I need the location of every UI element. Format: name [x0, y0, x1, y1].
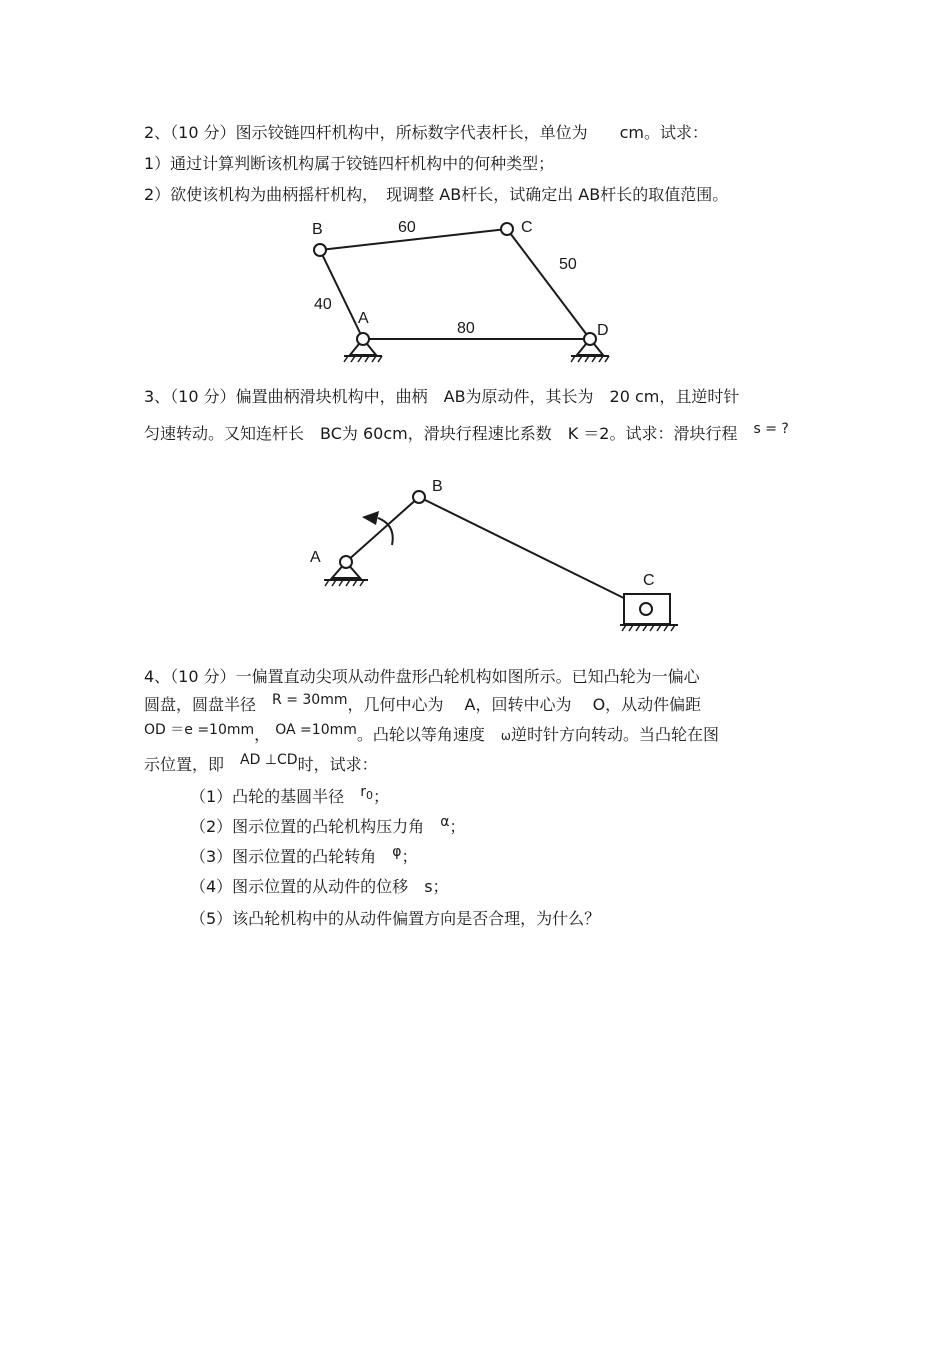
- q4-item-2: （2）图示位置的凸轮机构压力角 α；: [190, 814, 466, 836]
- length-ad: 80: [457, 320, 475, 337]
- length-bc: 60: [398, 219, 416, 236]
- q4-item-1: （1）凸轮的基圆半径 $r_0$；: [190, 784, 389, 806]
- q4-line-4: 示位置，即 AD ⊥CD时，试求：: [144, 752, 378, 774]
- joint-d: [584, 333, 596, 345]
- q3-line-2: 匀速转动。又知连杆长 BC为 60cm，滑块行程速比系数 K ＝2。试求：滑块行程 s = ?: [144, 421, 789, 443]
- joint-a: [340, 556, 352, 568]
- label-a: A: [310, 549, 321, 566]
- q4-line-1: 4、（10 分）一偏置直动尖项从动件盘形凸轮机构如图所示。已知凸轮为一偏心: [144, 667, 700, 686]
- q4-item-3: （3）图示位置的凸轮转角 φ；: [190, 844, 418, 866]
- label-d: D: [597, 322, 609, 339]
- four-bar-linkage-diagram: [290, 210, 630, 370]
- coupler-bc: [419, 497, 646, 609]
- joint-b: [413, 491, 425, 503]
- joint-c: [501, 223, 513, 235]
- q2-line-2: 1）通过计算判断该机构属于铰链四杆机构中的何种类型；: [144, 154, 555, 173]
- joint-c: [640, 603, 652, 615]
- link-ab: [320, 250, 363, 339]
- length-cd: 50: [559, 256, 577, 273]
- q2-line-1: 2、（10 分）图示铰链四杆机构中，所标数字代表杆长，单位为 cm。试求：: [144, 123, 709, 142]
- joint-a: [357, 333, 369, 345]
- q4-item-4: （4）图示位置的从动件的位移 s；: [190, 877, 449, 896]
- crank-ab: [346, 497, 419, 562]
- link-cd: [507, 229, 590, 339]
- q4-item-5: （5）该凸轮机构中的从动件偏置方向是否合理，为什么？: [190, 909, 601, 928]
- q3-line-1: 3、（10 分）偏置曲柄滑块机构中，曲柄 AB为原动件，其长为 20 cm，且逆时针: [144, 387, 740, 406]
- q4-line-3: OD ＝e =10mm， OA =10mm。凸轮以等角速度 ω逆时针方向转动。当凸轮在图: [144, 722, 719, 744]
- label-b: B: [312, 221, 323, 238]
- q2-line-3: 2）欲使该机构为曲柄摇杆机构， 现调整 AB杆长，试确定出 AB杆长的取值范围。: [144, 185, 729, 204]
- q4-line-2: 圆盘，圆盘半径 R = 30mm，几何中心为 A，回转中心为 O，从动件偏距: [144, 692, 702, 714]
- label-c: C: [643, 572, 655, 589]
- label-b: B: [432, 478, 443, 495]
- label-c: C: [521, 219, 533, 236]
- joint-b: [314, 244, 326, 256]
- label-a: A: [358, 310, 369, 327]
- length-ab: 40: [314, 296, 332, 313]
- slider-crank-diagram: [300, 470, 700, 640]
